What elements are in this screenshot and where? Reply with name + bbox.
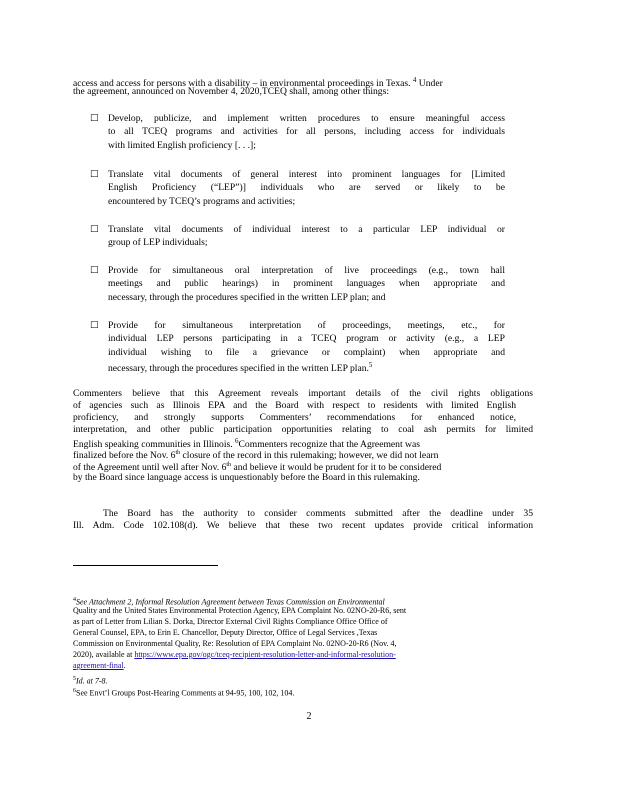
bullet-line (108, 265, 505, 276)
text-run: individual wishing to file a grievance or complaint) when appropriate and (108, 346, 505, 358)
footnote-mark: 6 (73, 688, 76, 694)
footnote-separator (73, 565, 218, 566)
bullet-line (108, 237, 208, 248)
bullet-line (108, 196, 295, 207)
bullet-line (108, 140, 256, 151)
bullet-line (108, 320, 505, 331)
text-run: English Proficiency (“LEP”)] individuals who are served or likely to be (108, 182, 505, 194)
footnote-line: Commission on Environmental Quality, Re: Resolution of EPA Complaint No. 02NO-20-R6 (Nov. 4, (73, 639, 397, 648)
body-line: the agreement, announced on November 4, 2020,TCEQ shall, among other things: (73, 86, 389, 97)
bullet-line (108, 126, 505, 137)
text-run: of the Agreement until well after Nov. 6 (73, 462, 227, 474)
footnote-line: General Counsel, EPA, to Erin E. Chancellor, Deputy Director, Office of Legal Services ,Texas (73, 628, 378, 637)
footnote-ref-6: 6 (235, 437, 239, 445)
body-line: Ill. Adm. Code 102.108(d). We believe that these two recent updates provide critical information (73, 520, 533, 531)
bullet-line (108, 169, 505, 180)
footnote-mark: 5 (73, 676, 76, 682)
bullet-line (108, 113, 505, 124)
text-run: closure of the record in this rulemaking; however, we did not learn (180, 450, 439, 462)
text-run: Provide for simultaneous oral interpretation of live proceedings (e.g., town hall (108, 265, 505, 276)
footnote-link[interactable]: https://www.epa.gov/ogc/tceq-recipient-resolution-letter-and-informal-resolution- (134, 650, 396, 659)
page-number: 2 (306, 711, 312, 722)
text-run: Translate vital documents of individual interest to a particular LEP individual or (108, 224, 505, 235)
bullet-marker: □ (90, 265, 99, 275)
body-line: The Board has the authority to consider comments submitted after the deadline under 35 (103, 508, 533, 519)
footnote-line (73, 650, 396, 661)
text-run: with limited English proficiency [. . .]; (108, 139, 256, 151)
body-line: by the Board since language access is unquestionably before the Board in this rulemaking. (73, 472, 420, 483)
bullet-line (108, 347, 505, 358)
bullet-line (108, 333, 505, 344)
text-run: Translate vital documents of general interest into prominent languages for [Limited (108, 169, 505, 180)
text-run: access and access for persons with a disability – in environmental proceedings in Texas. (73, 78, 413, 90)
body-line: proficiency, and strongly supports Commenters’ recommendations for enhanced notice, (73, 412, 516, 423)
text-run: to all TCEQ programs and activities for all persons, including access for individuals (108, 126, 505, 138)
bullet-marker: □ (90, 320, 99, 330)
bullet-marker: □ (90, 113, 99, 123)
text-run: Under (416, 78, 443, 90)
text-run: 2020), available at (73, 650, 135, 659)
text-run: English speaking communities in Illinois. (73, 439, 236, 451)
body-line: interpretation, and other public participation opportunities relating to coal ash permits for limited (73, 424, 533, 435)
superscript: th (175, 450, 181, 456)
footnote-line: See Attachment 2, Informal Resolution Agreement between Texas Commission on Environmental (76, 597, 385, 607)
footnote-ref-5: 5 (368, 360, 373, 369)
footnote-text: Id. at 7-8. (76, 676, 108, 686)
bullet-line (108, 278, 505, 289)
bullet-marker: □ (90, 169, 99, 179)
footnote-link-cont[interactable]: agreement-final (73, 661, 124, 670)
body-line: Commenters believe that this Agreement reveals important details of the civil rights obligations (73, 388, 533, 399)
bullet-line (108, 224, 505, 235)
text-run: Commenters recognize that the Agreement was (238, 439, 420, 451)
text-run: meetings and public hearings) in prominent languages when appropriate and (108, 278, 505, 290)
text-run: group of LEP individuals; (108, 237, 208, 249)
bullet-line (108, 292, 385, 303)
footnote-6 (73, 686, 294, 699)
footnote-line: as part of Letter from Lilian S. Dorka, Director External Civil Rights Compliance Office Office of (73, 617, 388, 626)
text-run: Develop, publicize, and implement written procedures to ensure meaningful access (108, 113, 505, 124)
text-run: necessary, through the procedures specified in the written LEP plan; and (108, 291, 386, 303)
footnote-mark: 4 (73, 597, 76, 603)
text-run: . (123, 661, 126, 670)
text-run: necessary, through the procedures specified in the written LEP plan. (108, 363, 369, 375)
superscript: th (226, 462, 232, 468)
text-run: individual LEP persons participating in a TCEQ program or activity (e.g., a LEP (108, 333, 505, 345)
footnote-line: Quality and the United States Environmental Protection Agency, EPA Complaint No. 02NO-20-R6, sent (73, 606, 407, 615)
text-run: Provide for simultaneous interpretation of proceedings, meetings, etc., for (108, 320, 505, 331)
footnote-ref-4: 4 (412, 76, 417, 84)
body-line: of agencies such as Illinois EPA and the Board with respect to residents with limited English (73, 400, 516, 411)
footnote-line (73, 661, 126, 672)
text-run: encountered by TCEQ’s programs and activities; (108, 195, 296, 207)
footnote-text: See Envt’l Groups Post-Hearing Comments at 94-95, 100, 102, 104. (76, 688, 295, 698)
bullet-marker: □ (90, 224, 99, 234)
text-run: finalized before the Nov. 6 (73, 450, 176, 462)
bullet-line (108, 360, 372, 374)
text-run: and believe it would be prudent for it to be considered (231, 462, 442, 474)
bullet-line (108, 182, 505, 193)
